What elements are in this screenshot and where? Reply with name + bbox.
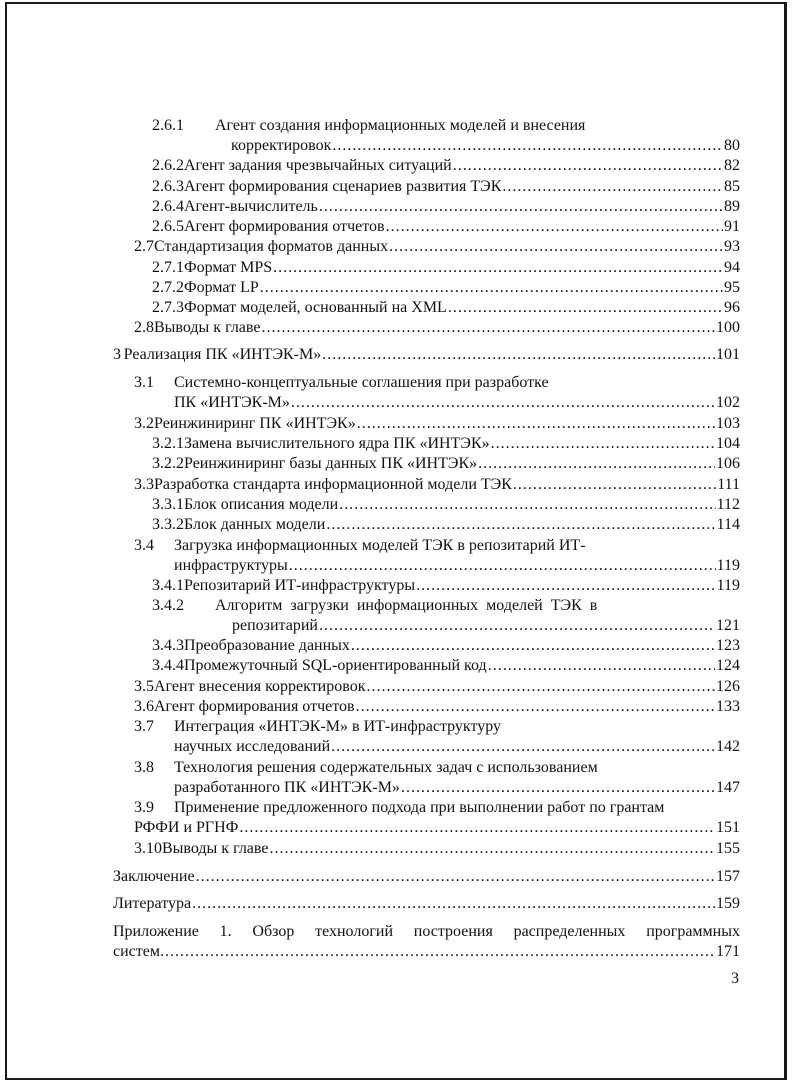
toc-entry-3-6[interactable]	[134, 697, 740, 717]
toc-entry-title: Замена вычислительного ядра ПК «ИНТЭК»	[184, 435, 490, 452]
toc-entry-title: Агент формирования отчетов	[154, 698, 355, 715]
toc-entry-number: 2.7.1	[152, 259, 184, 276]
toc-entry-title: Выводы к главе	[162, 840, 269, 857]
toc-entry-number: 3.4.1	[152, 577, 184, 594]
toc-entry-title: разработанного ПК «ИНТЭК-М»	[174, 779, 400, 796]
toc-entry-2-6-5[interactable]	[152, 217, 740, 237]
toc-entry-title: Разработка стандарта информационной модели ТЭК	[154, 476, 512, 493]
toc-entry-page: 124	[716, 657, 740, 674]
toc-entry-page: 114	[716, 516, 740, 533]
toc-entry-number: 2.6.2	[152, 157, 184, 174]
toc-entry-2-8[interactable]	[134, 318, 740, 338]
leader-dots	[332, 136, 723, 156]
toc-entry-page: 91	[724, 218, 740, 235]
toc-entry-page: 121	[716, 617, 740, 634]
toc-entry-title-line1: Приложение 1. Обзор технологий построения распределенных программных	[113, 923, 740, 940]
toc-entry-3-4-4[interactable]	[152, 656, 740, 676]
toc-entry-title: ПК «ИНТЭК-М»	[174, 394, 290, 411]
toc-entry-page: 112	[716, 496, 740, 513]
leader-dots	[389, 237, 723, 257]
toc-entry-number: 2.7.3	[152, 299, 184, 316]
leader-dots	[273, 258, 723, 278]
toc-entry-page: 151	[716, 819, 740, 836]
toc-entry-page: 89	[724, 198, 740, 215]
leader-dots	[196, 867, 715, 887]
toc-entry-title: РФФИ и РГНФ	[134, 819, 239, 836]
toc-entry-number: 3.10	[134, 840, 162, 857]
toc-entry-page: 119	[716, 577, 740, 594]
leader-dots	[478, 454, 715, 474]
toc-entry-number: 3.3.1	[152, 496, 184, 513]
toc-entry-title: Блок данных модели	[184, 516, 326, 533]
toc-entry-page: 100	[716, 319, 740, 336]
toc-entry-2-7-2[interactable]	[152, 278, 740, 298]
toc-entry-number: 3.9	[134, 799, 154, 816]
leader-dots	[453, 156, 723, 176]
toc-entry-title: Литература	[113, 895, 192, 912]
toc-entry-number: 3.7	[134, 718, 154, 735]
toc-entry-title: Промежуточный SQL-ориентированный код	[184, 657, 487, 674]
toc-entry-2-6-4[interactable]	[152, 197, 740, 217]
leader-dots	[351, 636, 715, 656]
toc-entry-3-2-1[interactable]	[152, 434, 740, 454]
leader-dots	[366, 677, 715, 697]
toc-entry-title: Агент-вычислитель	[184, 198, 318, 215]
toc-entry-page: 119	[716, 557, 740, 574]
leader-dots	[488, 656, 715, 676]
toc-entry-page: 157	[716, 868, 740, 885]
toc-entry-page: 155	[716, 840, 740, 857]
toc-entry-title-line1: Системно-концептуальные соглашения при разработке	[174, 374, 549, 391]
toc-entry-number: 3.2.2	[152, 455, 184, 472]
toc-entry-title-line1: Алгоритм загрузки информационных моделей ТЭК в	[215, 597, 598, 614]
toc-entry-title: Репозитарий ИТ-инфраструктуры	[184, 577, 416, 594]
toc-entry-title: Реализация ПК «ИНТЭК-М»	[123, 346, 322, 363]
toc-entry-2-7-1[interactable]	[152, 258, 740, 278]
toc-entry-title: систем.	[113, 943, 164, 960]
leader-dots	[289, 556, 716, 576]
leader-dots	[260, 278, 723, 298]
toc-entry-number: 3.4.2	[152, 597, 184, 614]
toc-entry-page: 94	[724, 259, 740, 276]
leader-dots	[416, 576, 716, 596]
toc-entry-page: 85	[724, 178, 740, 195]
toc-entry-number: 3.4.3	[152, 637, 184, 654]
toc-entry-conclusion[interactable]	[113, 867, 740, 887]
toc-entry-page: 133	[716, 698, 740, 715]
toc-entry-page: 159	[716, 895, 740, 912]
toc-entry-title: Агент формирования отчетов	[184, 218, 385, 235]
leader-dots	[165, 942, 715, 962]
toc-entry-page: 126	[716, 678, 740, 695]
leader-dots	[269, 839, 715, 859]
toc-entry-page: 82	[724, 157, 740, 174]
toc-entry-page: 171	[716, 943, 740, 960]
toc-entry-title: Реинжиниринг ПК «ИНТЭК»	[154, 415, 356, 432]
toc-entry-page: 142	[716, 738, 740, 755]
leader-dots	[322, 345, 715, 365]
leader-dots	[386, 217, 723, 237]
leader-dots	[261, 318, 715, 338]
toc-entry-title: Преобразование данных	[184, 637, 350, 654]
toc-entry-number: 2.8	[134, 319, 154, 336]
leader-dots	[357, 414, 715, 434]
leader-dots	[192, 894, 715, 914]
leader-dots	[448, 298, 723, 318]
toc-entry-title: научных исследований	[174, 738, 331, 755]
leader-dots	[239, 818, 715, 838]
toc-entry-number: 3.2.1	[152, 435, 184, 452]
toc-entry-title: Заключение	[113, 868, 195, 885]
leader-dots	[331, 737, 715, 757]
toc-entry-3-2[interactable]	[134, 414, 740, 434]
toc-entry-number: 3.3.2	[152, 516, 184, 533]
toc-entry-3-5[interactable]	[134, 677, 740, 697]
toc-entry-number: 3	[113, 346, 121, 363]
toc-entry-title-line1: Интеграция «ИНТЭК-М» в ИТ-инфраструктуру	[174, 718, 502, 735]
toc-entry-3[interactable]	[113, 345, 740, 365]
toc-entry-title: Агент внесения корректировок	[154, 678, 366, 695]
toc-entry-number: 3.4.4	[152, 657, 184, 674]
toc-entry-3-4-1[interactable]	[152, 576, 740, 596]
toc-entry-title: Формат MPS	[184, 259, 273, 276]
toc-entry-page: 147	[716, 779, 740, 796]
toc-entry-page: 80	[724, 137, 740, 154]
toc-entry-number: 2.6.5	[152, 218, 184, 235]
toc-entry-number: 3.1	[134, 374, 154, 391]
toc-entry-3-9[interactable]	[134, 798, 740, 838]
toc-entry-3-4-2[interactable]	[152, 596, 740, 636]
toc-entry-3-10[interactable]	[134, 839, 740, 859]
toc-entry-page: 95	[724, 279, 740, 296]
toc-entry-title: Выводы к главе	[154, 319, 261, 336]
toc-entry-references[interactable]	[113, 894, 740, 914]
toc-entry-2-6-1[interactable]	[152, 116, 740, 156]
toc-entry-3-8[interactable]	[134, 758, 740, 798]
toc-entry-page: 123	[716, 637, 740, 654]
toc-entry-title: Стандартизация форматов данных	[154, 238, 389, 255]
toc-entry-title: инфраструктуры	[174, 557, 288, 574]
toc-entry-number: 3.5	[134, 678, 154, 695]
toc-entry-2-7-3[interactable]	[152, 298, 740, 318]
toc-entry-number: 2.6.1	[152, 117, 184, 134]
toc-entry-page: 93	[724, 238, 740, 255]
toc-entry-number: 3.2	[134, 415, 154, 432]
leader-dots	[401, 778, 715, 798]
leader-dots	[291, 393, 715, 413]
toc-entry-page: 96	[724, 299, 740, 316]
toc-entry-3-3-2[interactable]	[152, 515, 740, 535]
toc-entry-number: 3.6	[134, 698, 154, 715]
toc-entry-title-line1: Загрузка информационных моделей ТЭК в репозитарий ИТ-	[174, 537, 586, 554]
leader-dots	[356, 697, 715, 717]
toc-entry-page: 103	[716, 415, 740, 432]
leader-dots	[513, 475, 716, 495]
toc-entry-title: корректировок	[231, 137, 332, 154]
toc-entry-title: репозитарий	[232, 617, 318, 634]
toc-entry-title-line1: Агент создания информационных моделей и внесения	[215, 117, 586, 134]
toc-entry-number: 2.6.4	[152, 198, 184, 215]
page-number: 3	[731, 970, 739, 987]
toc-entry-title-line1: Применение предложенного подхода при выполнении работ по грантам	[174, 799, 665, 816]
toc-entry-number: 2.7.2	[152, 279, 184, 296]
leader-dots	[319, 616, 715, 636]
toc-entry-3-1[interactable]	[134, 373, 740, 413]
toc-entry-3-4[interactable]	[134, 536, 740, 576]
leader-dots	[491, 434, 715, 454]
toc-entry-number: 3.4	[134, 537, 154, 554]
toc-entry-number: 3.8	[134, 759, 154, 776]
toc-entry-2-6-2[interactable]	[152, 156, 740, 176]
leader-dots	[339, 495, 715, 515]
toc-entry-3-2-2[interactable]	[152, 454, 740, 474]
toc-entry-page: 102	[716, 394, 740, 411]
toc-entry-2-6-3[interactable]	[152, 177, 740, 197]
toc-entry-number: 3.3	[134, 476, 154, 493]
toc-entry-page: 111	[717, 476, 740, 493]
toc-entry-3-3[interactable]	[134, 475, 740, 495]
leader-dots	[319, 197, 723, 217]
toc-entry-3-3-1[interactable]	[152, 495, 740, 515]
toc-entry-appendix-1[interactable]	[113, 922, 740, 962]
toc-entry-title: Реинжиниринг базы данных ПК «ИНТЭК»	[184, 455, 478, 472]
toc-entry-3-7[interactable]	[134, 717, 740, 757]
toc-entry-title: Агент формирования сценариев развития ТЭК	[184, 178, 502, 195]
toc-entry-number: 2.7	[134, 238, 154, 255]
toc-entry-title: Блок описания модели	[184, 496, 339, 513]
toc-entry-title: Агент задания чрезвычайных ситуаций	[184, 157, 452, 174]
leader-dots	[502, 177, 723, 197]
toc-entry-page: 101	[716, 346, 740, 363]
toc-entry-page: 106	[716, 455, 740, 472]
toc-entry-title-line1: Технология решения содержательных задач с использованием	[174, 759, 598, 776]
toc-entry-page: 104	[716, 435, 740, 452]
toc-entry-3-4-3[interactable]	[152, 636, 740, 656]
toc-entry-2-7[interactable]	[134, 237, 740, 257]
toc-entry-title: Формат моделей, основанный на XML	[184, 299, 447, 316]
toc-entry-title: Формат LP	[184, 279, 259, 296]
toc-entry-number: 2.6.3	[152, 178, 184, 195]
leader-dots	[326, 515, 715, 535]
